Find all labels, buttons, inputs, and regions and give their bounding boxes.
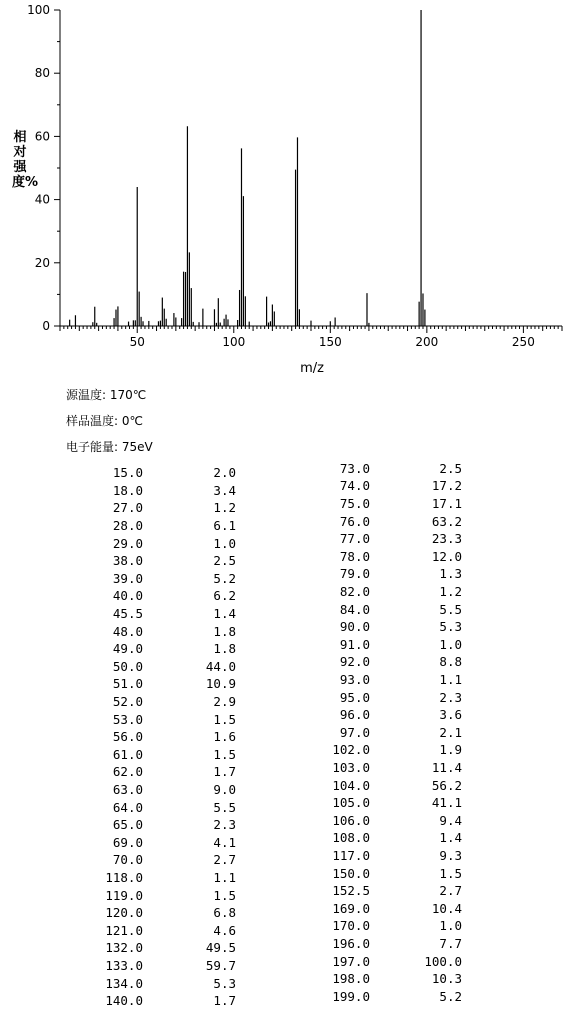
axis-ticks: [27, 3, 562, 349]
x-tick-label: 100: [222, 335, 246, 349]
mz-value: 69.0: [112, 834, 143, 850]
intensity-value: 2.5: [213, 553, 236, 569]
mz-value: 50.0: [112, 658, 143, 674]
intensity-value: 9.0: [213, 781, 236, 797]
peak-row-right: [0, 759, 570, 776]
intensity-value: 2.5: [439, 460, 462, 476]
mz-value: 73.0: [339, 460, 370, 476]
mz-value: 133.0: [105, 957, 143, 973]
mz-value: 105.0: [332, 795, 370, 811]
mz-value: 90.0: [339, 619, 370, 635]
mz-value: 75.0: [339, 496, 370, 512]
intensity-value: 11.4: [431, 760, 462, 776]
spectrum-bars: [70, 10, 425, 326]
intensity-value: 2.9: [213, 693, 236, 709]
mz-value: 28.0: [112, 517, 143, 533]
peak-row-right: [0, 900, 570, 917]
peak-row-right: [0, 495, 570, 512]
intensity-value: 63.2: [431, 513, 462, 529]
mz-value: 63.0: [112, 781, 143, 797]
mz-value: 121.0: [105, 922, 143, 938]
mz-value: 103.0: [332, 760, 370, 776]
intensity-value: 2.3: [213, 817, 236, 833]
intensity-value: 7.7: [439, 936, 462, 952]
intensity-value: 4.6: [213, 922, 236, 938]
intensity-value: 2.1: [439, 724, 462, 740]
intensity-value: 1.2: [439, 584, 462, 600]
intensity-value: 1.4: [439, 830, 462, 846]
intensity-value: 2.7: [213, 852, 236, 868]
peak-row-right: [0, 970, 570, 987]
mz-value: 76.0: [339, 513, 370, 529]
intensity-value: 1.5: [439, 865, 462, 881]
mz-value: 52.0: [112, 693, 143, 709]
peak-row-right: [0, 460, 570, 477]
intensity-value: 2.7: [439, 883, 462, 899]
y-tick-label: 40: [34, 192, 50, 207]
mz-value: 79.0: [339, 566, 370, 582]
intensity-value: 2.0: [213, 465, 236, 481]
mz-value: 27.0: [112, 500, 143, 516]
peak-row-right: [0, 671, 570, 688]
intensity-value: 44.0: [205, 658, 236, 674]
mz-value: 74.0: [339, 478, 370, 494]
peak-row-right: [0, 601, 570, 618]
mz-value: 134.0: [105, 975, 143, 991]
mz-value: 49.0: [112, 641, 143, 657]
intensity-value: 23.3: [431, 531, 462, 547]
mz-value: 64.0: [112, 799, 143, 815]
intensity-value: 1.5: [213, 887, 236, 903]
mz-value: 97.0: [339, 724, 370, 740]
mz-value: 93.0: [339, 672, 370, 688]
intensity-value: 5.2: [439, 988, 462, 1004]
mz-value: 108.0: [332, 830, 370, 846]
peak-row-right: [0, 636, 570, 653]
intensity-value: 5.5: [213, 799, 236, 815]
x-tick-label: 250: [511, 335, 535, 349]
mz-value: 132.0: [105, 940, 143, 956]
intensity-value: 17.2: [431, 478, 462, 494]
y-axis-label: 相对强度%: [12, 130, 39, 190]
source-temperature: 源温度: 170℃: [66, 388, 147, 402]
mass-spectrum-chart: [0, 0, 570, 380]
mz-value: 15.0: [112, 465, 143, 481]
y-tick-label: 0: [42, 319, 50, 333]
x-axis-label: m/z: [300, 361, 324, 376]
intensity-value: 5.3: [213, 975, 236, 991]
peak-row-right: [0, 548, 570, 565]
mz-value: 170.0: [332, 918, 370, 934]
electron-energy: 电子能量: 75eV: [66, 440, 153, 454]
mz-value: 29.0: [112, 535, 143, 551]
mz-value: 91.0: [339, 636, 370, 652]
intensity-value: 5.2: [213, 570, 236, 586]
mz-value: 38.0: [112, 553, 143, 569]
mz-value: 53.0: [112, 711, 143, 727]
intensity-value: 12.0: [431, 548, 462, 564]
mz-value: 40.0: [112, 588, 143, 604]
intensity-value: 1.0: [439, 636, 462, 652]
intensity-value: 1.1: [439, 672, 462, 688]
peak-row-right: [0, 988, 570, 1005]
intensity-value: 3.4: [213, 482, 236, 498]
mz-value: 84.0: [339, 601, 370, 617]
mz-value: 119.0: [105, 887, 143, 903]
mz-value: 104.0: [332, 777, 370, 793]
peak-row-right: [0, 513, 570, 530]
mz-value: 198.0: [332, 971, 370, 987]
y-tick-label: 60: [34, 129, 50, 144]
intensity-value: 1.7: [213, 764, 236, 780]
peak-row-right: [0, 653, 570, 670]
intensity-value: 49.5: [205, 940, 236, 956]
intensity-value: 8.8: [439, 654, 462, 670]
peak-row-right: [0, 706, 570, 723]
mz-value: 51.0: [112, 676, 143, 692]
peak-row-right: [0, 741, 570, 758]
intensity-value: 6.2: [213, 588, 236, 604]
peak-row-right: [0, 847, 570, 864]
plot-axes: [60, 10, 562, 326]
mz-value: 120.0: [105, 905, 143, 921]
x-tick-label: 200: [415, 335, 439, 349]
peak-row-right: [0, 777, 570, 794]
mz-value: 65.0: [112, 817, 143, 833]
intensity-value: 6.8: [213, 905, 236, 921]
intensity-value: 1.3: [439, 566, 462, 582]
mz-value: 118.0: [105, 869, 143, 885]
intensity-value: 2.3: [439, 689, 462, 705]
peak-row-right: [0, 689, 570, 706]
y-tick-label: 100: [27, 3, 50, 17]
y-tick-label: 20: [34, 255, 50, 270]
mz-value: 96.0: [339, 707, 370, 723]
peak-row-right: [0, 917, 570, 934]
intensity-value: 9.4: [439, 812, 462, 828]
intensity-value: 4.1: [213, 834, 236, 850]
mz-value: 197.0: [332, 953, 370, 969]
intensity-value: 1.6: [213, 729, 236, 745]
mz-value: 61.0: [112, 746, 143, 762]
mz-value: 56.0: [112, 729, 143, 745]
intensity-value: 9.3: [439, 848, 462, 864]
mz-value: 106.0: [332, 812, 370, 828]
intensity-value: 6.1: [213, 517, 236, 533]
mz-value: 78.0: [339, 548, 370, 564]
mz-value: 92.0: [339, 654, 370, 670]
peak-row-right: [0, 724, 570, 741]
intensity-value: 1.5: [213, 746, 236, 762]
intensity-value: 100.0: [424, 953, 462, 969]
x-tick-label: 150: [318, 335, 342, 349]
intensity-value: 1.7: [213, 993, 236, 1009]
intensity-value: 10.4: [431, 900, 462, 916]
peak-row-right: [0, 812, 570, 829]
peak-row-right: [0, 829, 570, 846]
peak-row-right: [0, 953, 570, 970]
intensity-value: 5.3: [439, 619, 462, 635]
mz-value: 39.0: [112, 570, 143, 586]
intensity-value: 1.2: [213, 500, 236, 516]
peak-row-right: [0, 794, 570, 811]
y-tick-label: 80: [34, 66, 50, 81]
intensity-value: 56.2: [431, 777, 462, 793]
mz-value: 62.0: [112, 764, 143, 780]
peak-row-right: [0, 935, 570, 952]
intensity-value: 1.9: [439, 742, 462, 758]
x-tick-label: 50: [129, 335, 145, 349]
peak-row-right: [0, 583, 570, 600]
intensity-value: 1.8: [213, 641, 236, 657]
mz-value: 140.0: [105, 993, 143, 1009]
mz-value: 95.0: [339, 689, 370, 705]
intensity-value: 59.7: [205, 957, 236, 973]
intensity-value: 5.5: [439, 601, 462, 617]
mz-value: 150.0: [332, 865, 370, 881]
intensity-value: 1.0: [213, 535, 236, 551]
intensity-value: 1.1: [213, 869, 236, 885]
peak-row-right: [0, 865, 570, 882]
mz-value: 152.5: [332, 883, 370, 899]
intensity-value: 1.5: [213, 711, 236, 727]
mz-value: 45.5: [112, 605, 143, 621]
intensity-value: 1.8: [213, 623, 236, 639]
peak-row-right: [0, 477, 570, 494]
intensity-value: 41.1: [431, 795, 462, 811]
intensity-value: 10.3: [431, 971, 462, 987]
sample-temperature: 样品温度: 0℃: [66, 414, 143, 428]
mz-value: 70.0: [112, 852, 143, 868]
peak-row-right: [0, 565, 570, 582]
intensity-value: 1.0: [439, 918, 462, 934]
mz-value: 199.0: [332, 988, 370, 1004]
intensity-value: 10.9: [205, 676, 236, 692]
mz-value: 48.0: [112, 623, 143, 639]
mz-value: 169.0: [332, 900, 370, 916]
peak-row-right: [0, 618, 570, 635]
peak-row-right: [0, 882, 570, 899]
mz-value: 77.0: [339, 531, 370, 547]
mz-value: 18.0: [112, 482, 143, 498]
mz-value: 196.0: [332, 936, 370, 952]
intensity-value: 17.1: [431, 496, 462, 512]
peak-row-right: [0, 530, 570, 547]
intensity-value: 3.6: [439, 707, 462, 723]
intensity-value: 1.4: [213, 605, 236, 621]
mz-value: 117.0: [332, 848, 370, 864]
mz-value: 102.0: [332, 742, 370, 758]
mz-value: 82.0: [339, 584, 370, 600]
